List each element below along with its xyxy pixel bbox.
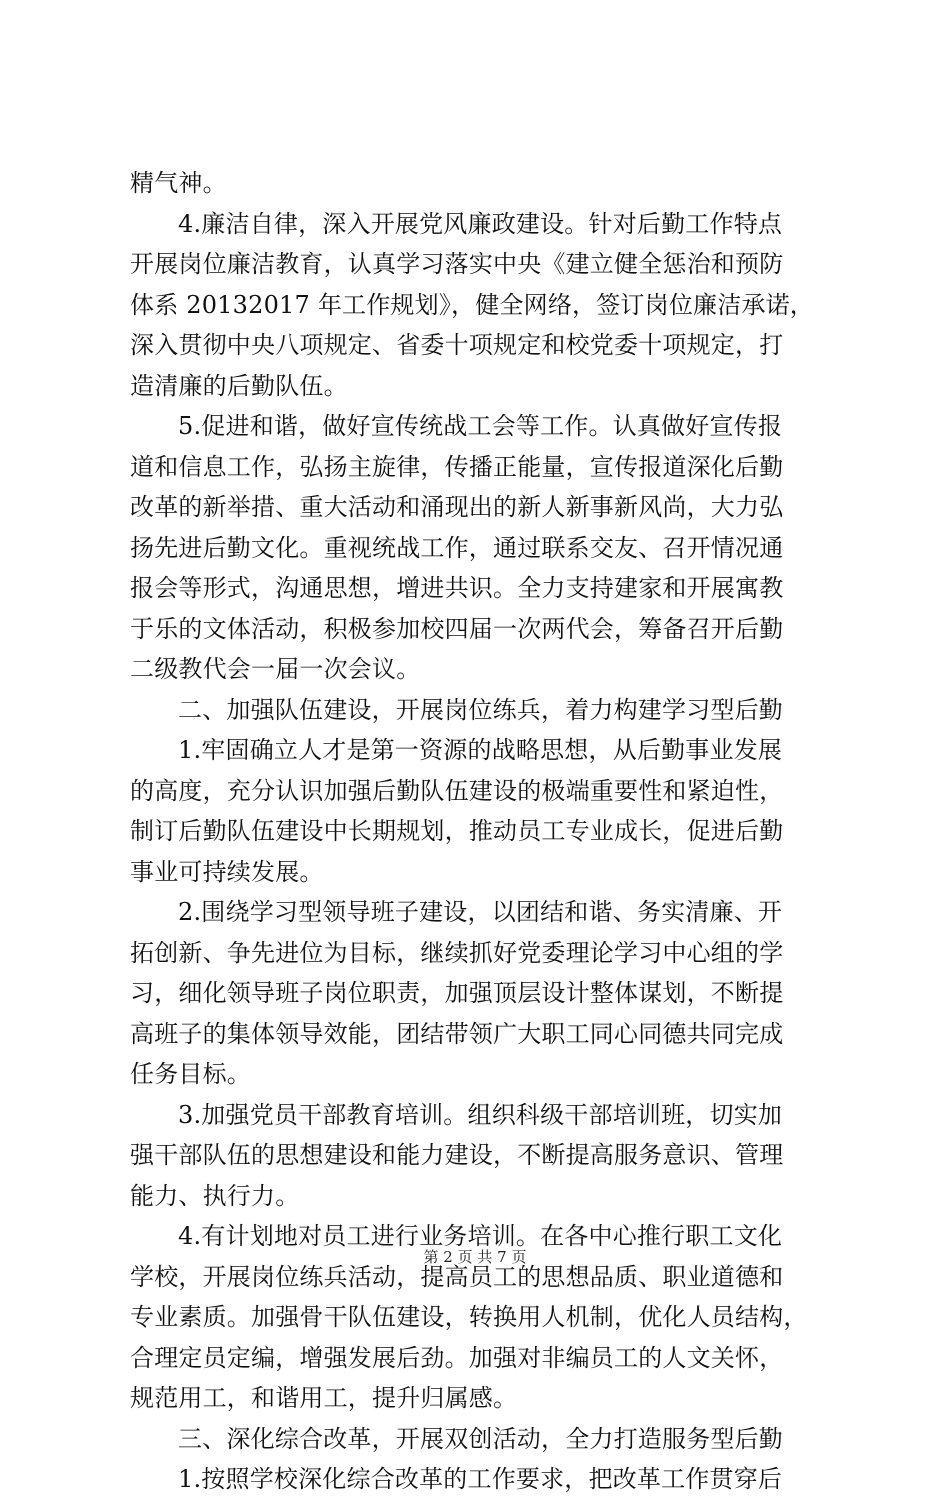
text-line: 学校，开展岗位练兵活动，提高员工的思想品质、职业道德和 bbox=[130, 1262, 784, 1291]
text-line: 的高度，充分认识加强后勤队伍建设的极端重要性和紧迫性， bbox=[130, 776, 784, 805]
text-line: 高班子的集体领导效能，团结带领广大职工同心同德共同完成 bbox=[130, 1019, 784, 1048]
text-line: 造清廉的后勤队伍。 bbox=[130, 371, 348, 400]
text-line: 专业素质。加强骨干队伍建设，转换用人机制，优化人员结构， bbox=[130, 1303, 808, 1331]
text-line: 习，细化领导班子岗位职责，加强顶层设计整体谋划，不断提 bbox=[130, 979, 784, 1007]
text-line: 4.有计划地对员工进行业务培训。在各中心推行职工文化 bbox=[178, 1222, 783, 1250]
text-line: 改革的新举措、重大活动和涌现出的新人新事新风尚，大力弘 bbox=[130, 493, 784, 521]
text-line: 精气神。 bbox=[130, 169, 227, 197]
text-line: 4.廉洁自律，深入开展党风廉政建设。针对后勤工作特点 bbox=[178, 209, 783, 238]
text-line: 3.加强党员干部教育培训。组织科级干部培训班，切实加 bbox=[178, 1100, 783, 1129]
text-line: 规范用工，和谐用工，提升归属感。 bbox=[130, 1384, 518, 1412]
text-line: 三、深化综合改革，开展双创活动，全力打造服务型后勤 bbox=[178, 1424, 783, 1453]
text-line: 5.促进和谐，做好宣传统战工会等工作。认真做好宣传报 bbox=[178, 412, 783, 440]
text-line: 合理定员定编，增强发展后劲。加强对非编员工的人文关怀， bbox=[130, 1343, 784, 1372]
text-line: 2.围绕学习型领导班子建设，以团结和谐、务实清廉、开 bbox=[178, 898, 783, 926]
page-footer: 第 2 页 共 7 页 bbox=[423, 1248, 527, 1266]
text-line: 深入贯彻中央八项规定、省委十项规定和校党委十项规定，打 bbox=[130, 331, 784, 359]
text-line: 于乐的文体活动，积极参加校四届一次两代会，筹备召开后勤 bbox=[130, 614, 784, 643]
text-line: 1.按照学校深化综合改革的工作要求，把改革工作贯穿后 bbox=[178, 1465, 783, 1493]
text-line: 拓创新、争先进位为目标，继续抓好党委理论学习中心组的学 bbox=[130, 938, 784, 967]
text-line: 二、加强队伍建设，开展岗位练兵，着力构建学习型后勤 bbox=[178, 695, 783, 724]
text-line: 开展岗位廉洁教育，认真学习落实中央《建立健全惩治和预防 bbox=[130, 250, 784, 278]
text-line: 道和信息工作，弘扬主旋律，传播正能量，宣传报道深化后勤 bbox=[130, 452, 784, 481]
text-line: 能力、执行力。 bbox=[130, 1181, 300, 1210]
text-line: 二级教代会一届一次会议。 bbox=[130, 655, 421, 683]
text-line: 扬先进后勤文化。重视统战工作，通过联系交友、召开情况通 bbox=[130, 533, 784, 562]
text-line: 报会等形式，沟通思想，增进共识。全力支持建家和开展寓教 bbox=[130, 574, 784, 602]
text-line: 1.牢固确立人才是第一资源的战略思想，从后勤事业发展 bbox=[178, 736, 783, 764]
text-line: 体系 20132017 年工作规划》，健全网络，签订岗位廉洁承诺， bbox=[130, 290, 815, 319]
text-line: 制订后勤队伍建设中长期规划，推动员工专业成长，促进后勤 bbox=[130, 817, 784, 845]
text-line: 强干部队伍的思想建设和能力建设，不断提高服务意识、管理 bbox=[130, 1141, 784, 1169]
text-line: 任务目标。 bbox=[130, 1060, 251, 1088]
document-body bbox=[130, 163, 850, 1500]
text-line: 事业可持续发展。 bbox=[130, 857, 324, 886]
